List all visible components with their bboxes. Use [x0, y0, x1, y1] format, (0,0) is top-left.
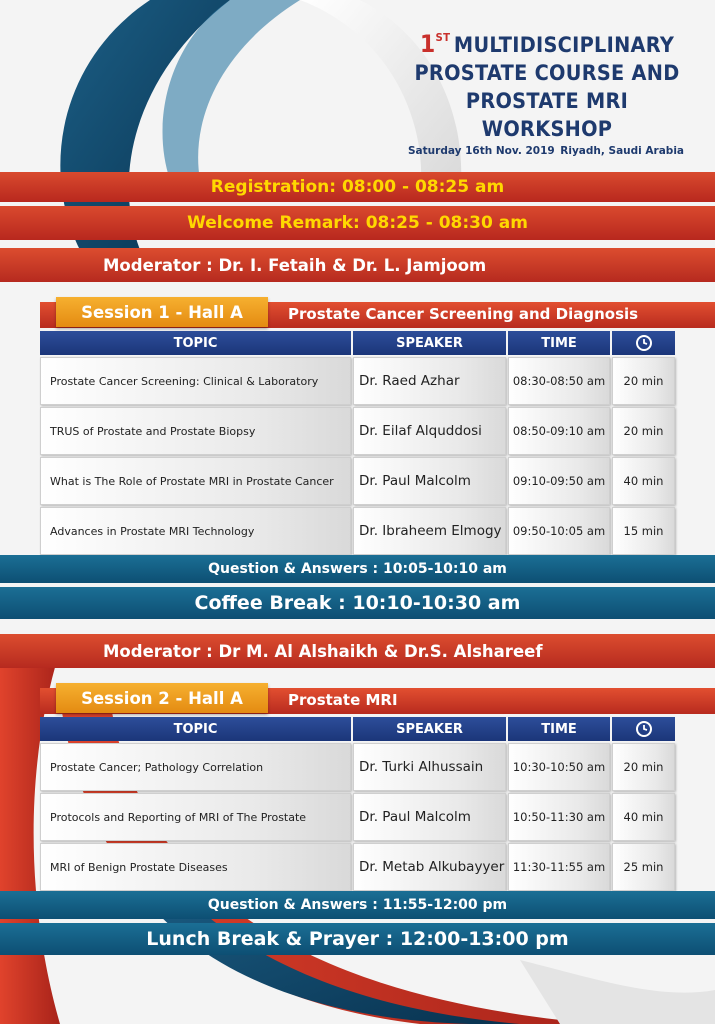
row-time: 08:50-09:10 am: [508, 407, 610, 455]
row-duration: 20 min: [612, 407, 675, 455]
session2-moderator: Moderator : Dr M. Al Alshaikh & Dr.S. Alshareef: [103, 641, 543, 661]
header-duration: [612, 331, 675, 355]
session2-table: [40, 717, 677, 891]
row-speaker: Dr. Turki Alhussain: [353, 743, 506, 791]
coffee-break-text: Coffee Break : 10:10-10:30 am: [194, 592, 521, 614]
registration-band: [0, 172, 715, 202]
event-title-line-1: [414, 24, 681, 59]
event-title-line-3: PROSTATE MRI WORKSHOP: [465, 89, 629, 141]
session2-qa-text: Question & Answers : 11:55-12:00 pm: [207, 897, 508, 913]
header-time: TIME: [508, 331, 610, 355]
event-date-location: [402, 145, 692, 157]
row-topic: Prostate Cancer Screening: Clinical & Laboratory: [40, 357, 351, 405]
row-duration: 40 min: [612, 793, 675, 841]
registration-text: Registration: 08:00 - 08:25 am: [210, 177, 505, 197]
row-topic: What is The Role of Prostate MRI in Prostate Cancer: [40, 457, 351, 505]
lunch-break-text: Lunch Break & Prayer : 12:00-13:00 pm: [146, 928, 569, 950]
header-topic: TOPIC: [40, 331, 351, 355]
session2-qa-band: [0, 891, 715, 919]
row-topic: TRUS of Prostate and Prostate Biopsy: [40, 407, 351, 455]
header-duration: [612, 717, 675, 741]
session1-moderator-band: [0, 248, 715, 282]
session2-topic: Prostate MRI: [288, 691, 398, 709]
event-date: Saturday 16th Nov. 2019: [408, 145, 555, 157]
clock-icon: [635, 720, 653, 738]
clock-icon: [635, 334, 653, 352]
row-duration: 20 min: [612, 357, 675, 405]
row-topic: Advances in Prostate MRI Technology: [40, 507, 351, 555]
table-row: [40, 507, 677, 555]
session2-moderator-band: [0, 634, 715, 668]
lunch-break-band: [0, 923, 715, 955]
row-speaker: Dr. Paul Malcolm: [353, 457, 506, 505]
header-speaker: SPEAKER: [353, 717, 506, 741]
title-number: 1: [419, 30, 436, 58]
table-row: [40, 457, 677, 505]
row-speaker: Dr. Ibraheem Elmogy: [353, 507, 506, 555]
header-speaker: SPEAKER: [353, 331, 506, 355]
session1-qa-text: Question & Answers : 10:05-10:10 am: [208, 561, 507, 577]
row-topic: MRI of Benign Prostate Diseases: [40, 843, 351, 891]
session2-table-header: [40, 717, 677, 741]
row-speaker: Dr. Metab Alkubayyer: [353, 843, 506, 891]
table-row: [40, 793, 677, 841]
welcome-text: Welcome Remark: 08:25 - 08:30 am: [187, 213, 528, 233]
title-text-1: MULTIDISCIPLINARY: [453, 33, 675, 57]
table-row: [40, 357, 677, 405]
coffee-break-band: [0, 587, 715, 619]
session1-topic: Prostate Cancer Screening and Diagnosis: [288, 305, 639, 323]
event-title-block: [402, 24, 692, 157]
table-row: [40, 843, 677, 891]
row-time: 09:10-09:50 am: [508, 457, 610, 505]
session1-label: Session 1 - Hall A: [56, 297, 268, 327]
title-superscript: ST: [435, 31, 451, 44]
row-duration: 15 min: [612, 507, 675, 555]
row-time: 10:30-10:50 am: [508, 743, 610, 791]
row-time: 09:50-10:05 am: [508, 507, 610, 555]
session2-label: Session 2 - Hall A: [56, 683, 268, 713]
table-row: [40, 407, 677, 455]
row-time: 11:30-11:55 am: [508, 843, 610, 891]
row-time: 08:30-08:50 am: [508, 357, 610, 405]
session1-table-header: [40, 331, 677, 355]
row-topic: Protocols and Reporting of MRI of The Prostate: [40, 793, 351, 841]
table-row: [40, 743, 677, 791]
row-speaker: Dr. Raed Azhar: [353, 357, 506, 405]
event-location: Riyadh, Saudi Arabia: [560, 145, 684, 157]
row-speaker: Dr. Eilaf Alquddosi: [353, 407, 506, 455]
welcome-band: [0, 206, 715, 240]
session1-table: [40, 331, 677, 555]
row-speaker: Dr. Paul Malcolm: [353, 793, 506, 841]
session1-moderator: Moderator : Dr. I. Fetaih & Dr. L. Jamjoom: [103, 255, 487, 275]
row-topic: Prostate Cancer; Pathology Correlation: [40, 743, 351, 791]
row-duration: 40 min: [612, 457, 675, 505]
header-topic: TOPIC: [40, 717, 351, 741]
row-time: 10:50-11:30 am: [508, 793, 610, 841]
event-title-line-2: PROSTATE COURSE AND: [414, 61, 680, 85]
session1-qa-band: [0, 555, 715, 583]
row-duration: 25 min: [612, 843, 675, 891]
header-time: TIME: [508, 717, 610, 741]
row-duration: 20 min: [612, 743, 675, 791]
